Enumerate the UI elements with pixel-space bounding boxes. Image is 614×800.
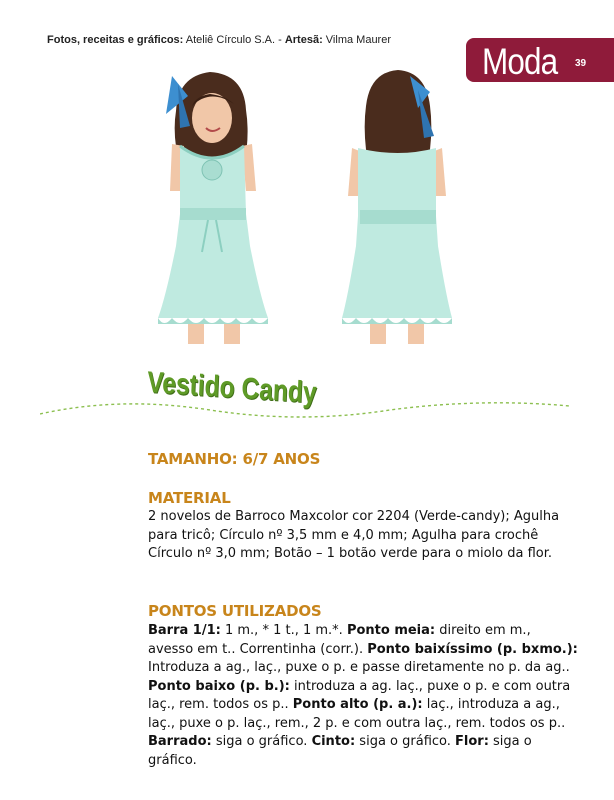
section-tab: [466, 38, 614, 82]
pontos-heading: PONTOS UTILIZADOS: [148, 602, 322, 620]
decorative-wave-divider: [40, 398, 580, 422]
stitch-term: Ponto alto (p. a.):: [292, 697, 423, 712]
page-number: 39: [575, 58, 587, 69]
stitch-desc: laç., introduza a ag., laç., puxe o p. laç., rem., 2 p. e com outra laç., rem. todos os p..: [148, 697, 566, 731]
stitch-desc: 1 m., * 1 t., 1 m.*.: [220, 623, 347, 638]
stitch-term: Ponto baixo (p. b.):: [148, 678, 290, 694]
credits-photo-value: Ateliê Círculo S.A.: [185, 34, 276, 46]
credits-artisan-label: Artesã:: [284, 34, 323, 46]
stitch-desc: siga o gráfico.: [211, 734, 312, 749]
stitch-desc: siga o gráfico.: [148, 734, 532, 768]
material-heading: MATERIAL: [148, 489, 231, 507]
size-heading: TAMANHO: 6/7 ANOS: [148, 450, 321, 468]
stitch-desc: siga o gráfico.: [355, 734, 456, 749]
stitch-term: Barra 1/1:: [148, 623, 221, 638]
stitch-term: Ponto meia:: [346, 623, 436, 638]
pattern-title: Vestido Candy: [146, 366, 318, 410]
dress-back-photo: [338, 66, 458, 351]
stitch-desc: direito em m., avesso em t.. Correntinha (corr.).: [148, 623, 531, 657]
credits-line: [47, 34, 391, 46]
stitch-term: Cinto:: [311, 734, 356, 749]
section-label: Moda: [482, 41, 558, 82]
credits-photo-label: Fotos, receitas e gráficos:: [47, 34, 184, 46]
credits-separator: -: [275, 34, 285, 46]
credits-artisan-value: Vilma Maurer: [325, 34, 392, 46]
stitch-term: Barrado:: [148, 734, 212, 749]
pontos-text: [148, 622, 578, 770]
dress-front-photo: [150, 66, 290, 351]
stitch-desc: introduza a ag. laç., puxe o p. e com outra laç., rem. todos os p..: [148, 678, 571, 712]
stitch-term: Ponto baixíssimo (p. bxmo.):: [367, 641, 578, 657]
stitch-desc: Introduza a ag., laç., puxe o p. e passe diretamente no p. da ag..: [148, 660, 570, 675]
stitch-term: Flor:: [455, 734, 489, 749]
material-text: 2 novelos de Barroco Maxcolor cor 2204 (Verde-candy); Agulha para tricô; Círculo nº 3,5 mm e 4,0 mm; Agulha para crochê Círculo nº 3,0 mm; Botão – 1 botão verde para o miolo da flor.: [148, 509, 560, 561]
